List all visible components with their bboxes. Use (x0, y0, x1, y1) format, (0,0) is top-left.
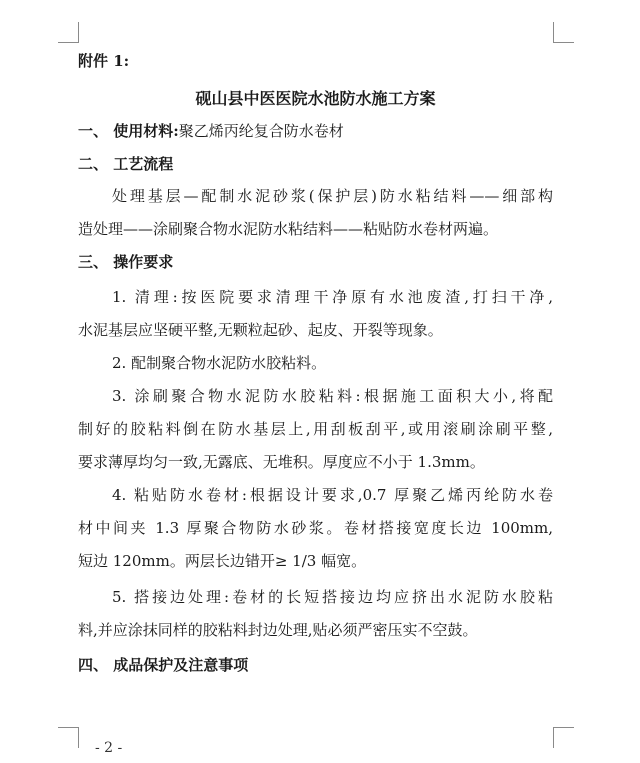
section-2-heading: 二、 工艺流程 (78, 155, 174, 173)
section-3-line: 水泥基层应坚硬平整,无颗粒起砂、起皮、开裂等现象。 (78, 321, 443, 339)
crop-mark-top-left (58, 22, 79, 43)
section-3-line: 料,并应涂抹同样的胶粘料封边处理,贴必须严密压实不空鼓。 (78, 621, 478, 639)
section-2-line: 造处理——涂刷聚合物水泥防水粘结料——粘贴防水卷材两遍。 (78, 220, 499, 238)
attachment-label: 附件 1: (78, 52, 130, 70)
section-1-heading: 一、 使用材料: (78, 122, 179, 140)
section-3-line: 短边 120mm。两层长边错开≥ 1/3 幅宽。 (78, 552, 367, 570)
section-3-line: 制好的胶粘料倒在防水基层上,用刮板刮平,或用滚刷涂刷平整, (78, 420, 553, 438)
section-3-line: 1. 清理:按医院要求清理干净原有水池废渣,打扫干净, (112, 288, 553, 306)
section-1 (78, 120, 553, 141)
crop-mark-bottom-left (58, 727, 79, 748)
crop-mark-top-right (553, 22, 574, 43)
section-3-heading: 三、 操作要求 (78, 253, 174, 271)
section-2-line: 处理基层—配制水泥砂浆(保护层)防水粘结料——细部构 (112, 187, 553, 205)
section-3-line: 3. 涂刷聚合物水泥防水胶粘料:根据施工面积大小,将配 (112, 387, 553, 405)
section-1-content: 聚乙烯丙纶复合防水卷材 (178, 122, 344, 140)
section-3-line: 5. 搭接边处理:卷材的长短搭接边均应挤出水泥防水胶粘 (112, 588, 553, 606)
section-3-line: 要求薄厚均匀一致,无露底、无堆积。厚度应不小于 1.3mm。 (78, 453, 485, 471)
document-title: 砚山县中医医院水池防水施工方案 (195, 89, 436, 108)
section-3-line: 材中间夹 1.3 厚聚合物防水砂浆。卷材搭接宽度长边 100mm, (78, 519, 553, 537)
crop-mark-bottom-right (553, 727, 574, 748)
section-4-heading: 四、 成品保护及注意事项 (78, 656, 249, 674)
section-3-line: 4. 粘贴防水卷材:根据设计要求,0.7 厚聚乙烯丙纶防水卷 (112, 486, 553, 504)
page-number: - 2 - (95, 740, 123, 756)
section-3-line: 2. 配制聚合物水泥防水胶粘料。 (112, 354, 327, 372)
